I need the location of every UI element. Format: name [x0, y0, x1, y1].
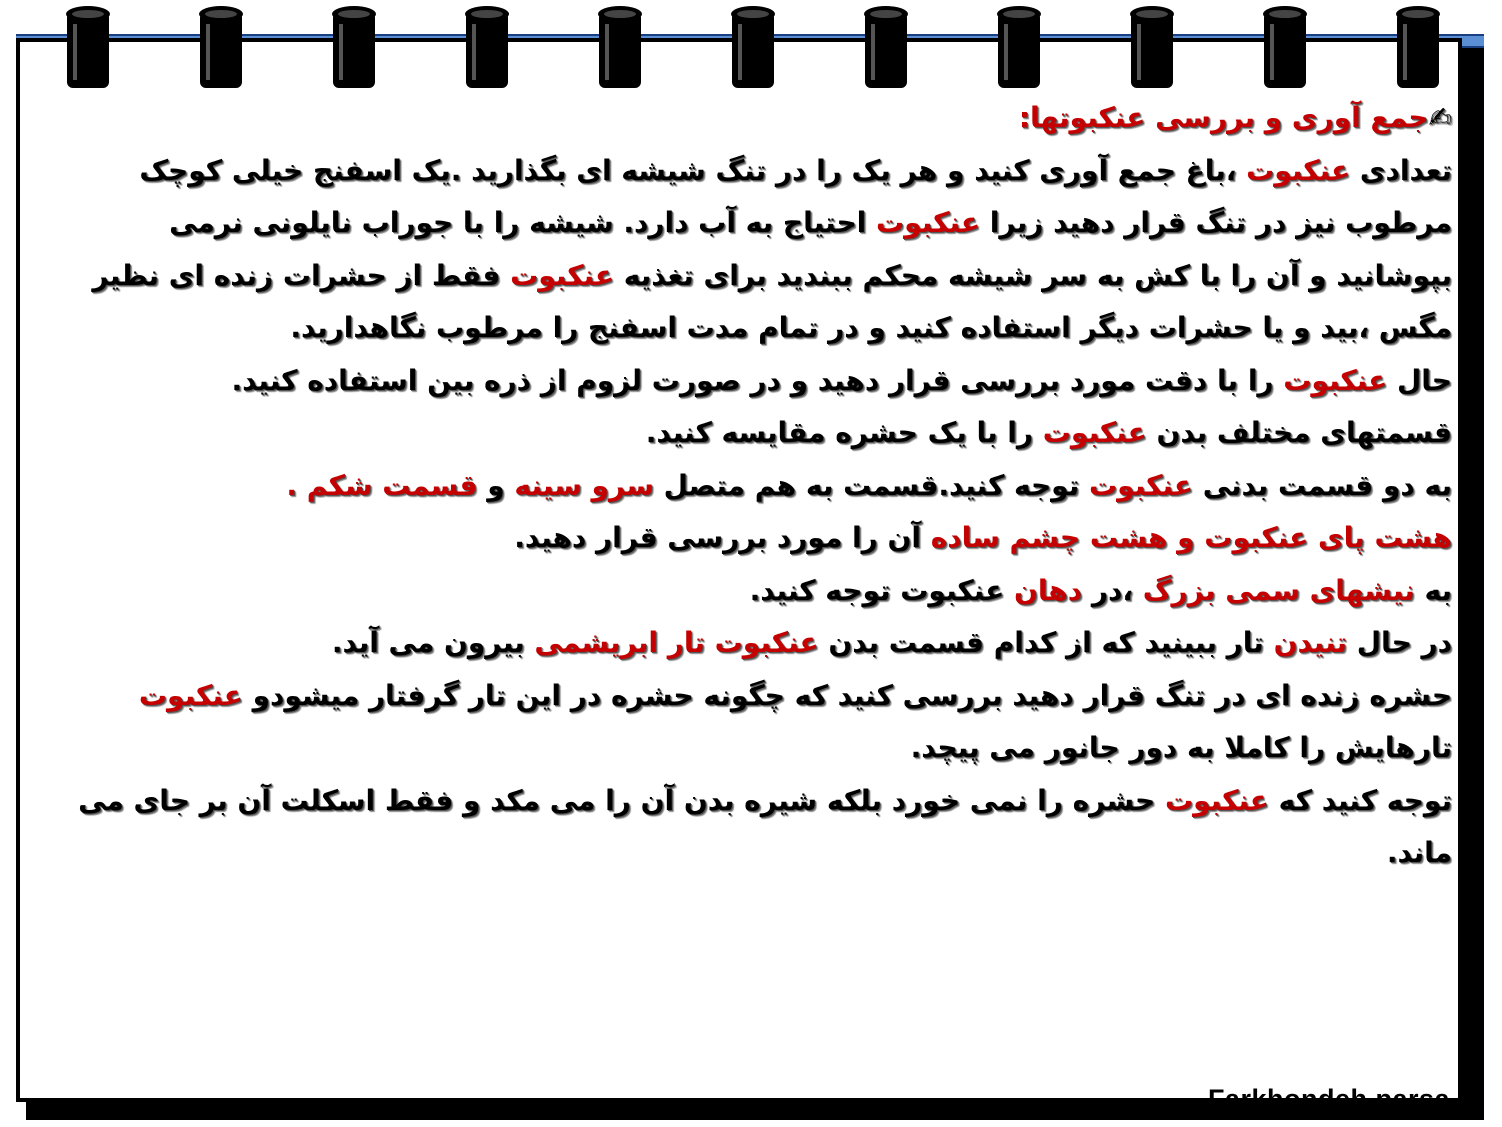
binder-ring-icon	[1260, 4, 1310, 90]
text-run: قسمتهای مختلف بدن	[1146, 416, 1452, 449]
highlighted-term: عنکبوت	[1089, 468, 1193, 502]
highlighted-term: سرو سینه	[514, 468, 654, 502]
binder-ring-icon	[329, 4, 379, 90]
slide-body	[60, 92, 1452, 880]
binder-ring-icon	[462, 4, 512, 90]
highlighted-term: عنکبوت	[1042, 416, 1147, 449]
binder-ring-icon	[861, 4, 911, 90]
text-run: عنکبوت توجه کنید.	[749, 573, 1014, 607]
text-run: فقط از حشرات زنده ای نظیر مگس ،بید و یا حشرات دیگر استفاده کنید و در تمام مدت اسفنج را مرطوب نگاهدارید.	[92, 258, 1452, 344]
highlighted-term: عنکبوت تار ابریشمی	[534, 626, 819, 659]
body-paragraph	[60, 670, 1452, 775]
text-run: به	[1414, 573, 1452, 607]
body-paragraph	[60, 355, 1452, 408]
text-run: را با دقت مورد بررسی قرار دهید و در صورت لزوم از ذره بین استفاده کنید.	[231, 363, 1284, 397]
highlighted-term: نیشهای سمی بزرگ	[1142, 573, 1415, 607]
text-run: آن را مورد بررسی قرار دهید.	[514, 521, 931, 554]
highlighted-term: عنکبوت	[1164, 783, 1269, 817]
highlighted-term: قسمت شکم .	[286, 468, 478, 502]
binder-ring-icon	[728, 4, 778, 90]
text-run: توجه کنید.قسمت به هم متصل	[653, 468, 1089, 502]
binder-ring-icon	[595, 4, 645, 90]
body-paragraph	[60, 145, 1452, 355]
text-run: تعدادی	[1350, 153, 1452, 187]
author-signature: Farkhondeh parsa	[1207, 1084, 1450, 1114]
body-paragraph	[60, 407, 1452, 460]
title-text: جمع آوری و بررسی عنکبوتها:	[1018, 101, 1429, 134]
highlighted-term: عنکبوت	[1283, 363, 1388, 397]
body-paragraph	[60, 617, 1452, 670]
highlighted-term: عنکبوت	[510, 258, 615, 292]
text-run: در حال	[1347, 626, 1452, 659]
text-run: حشره را نمی خورد بلکه شیره بدن آن را می مکد و فقط اسکلت آن بر جای می ماند.	[78, 783, 1452, 869]
highlighted-term: هشت پای عنکبوت و هشت چشم ساده	[930, 521, 1452, 554]
body-paragraph	[60, 775, 1452, 880]
highlighted-term: عنکبوت	[138, 678, 243, 712]
body-paragraph	[60, 565, 1452, 618]
binder-ring-icon	[1127, 4, 1177, 90]
highlighted-term: عنکبوت	[876, 206, 980, 239]
text-run: به دو قسمت بدنی	[1192, 468, 1452, 502]
text-run: بیرون می آید.	[331, 626, 535, 659]
text-run: ،باغ جمع آوری کنید و هر یک را در تنگ شیشه ای بگذارید .یک اسفنج خیلی کوچک مرطوب نیز در تنگ قرار دهید زیرا	[139, 153, 1452, 239]
text-run: تار ببینید که از کدام قسمت بدن	[818, 626, 1274, 659]
binder-ring-icon	[63, 4, 113, 90]
text-run: را با یک حشره مقایسه کنید.	[645, 416, 1043, 449]
highlighted-term: تنیدن	[1273, 626, 1348, 659]
text-run: و	[477, 468, 515, 502]
text-run: احتیاج به آب دارد. شیشه را با جوراب نایلونی نرمی بپوشانید و آن را با کش به سر شیشه محکم ببندید برای تغذیه	[169, 206, 1452, 292]
body-paragraph	[60, 512, 1452, 565]
text-run: ،در	[1082, 573, 1143, 607]
binder-ring-icon	[994, 4, 1044, 90]
binder-ring-icon	[196, 4, 246, 90]
text-run: حشره زنده ای در تنگ قرار دهید بررسی کنید که چگونه حشره در این تار گرفتار میشودو	[242, 678, 1452, 712]
text-run: حال	[1387, 363, 1452, 397]
binder-ring-icon	[1393, 4, 1443, 90]
highlighted-term: دهان	[1013, 573, 1083, 607]
text-run: تارهایش را کاملا به دور جانور می پیچد.	[910, 731, 1452, 764]
slide-title	[60, 92, 1452, 145]
paragraph-list	[60, 145, 1452, 880]
writing-hand-icon: ✍	[1428, 101, 1452, 134]
body-paragraph	[60, 460, 1452, 513]
highlighted-term: عنکبوت	[1246, 153, 1351, 187]
text-run: توجه کنید که	[1268, 783, 1452, 817]
